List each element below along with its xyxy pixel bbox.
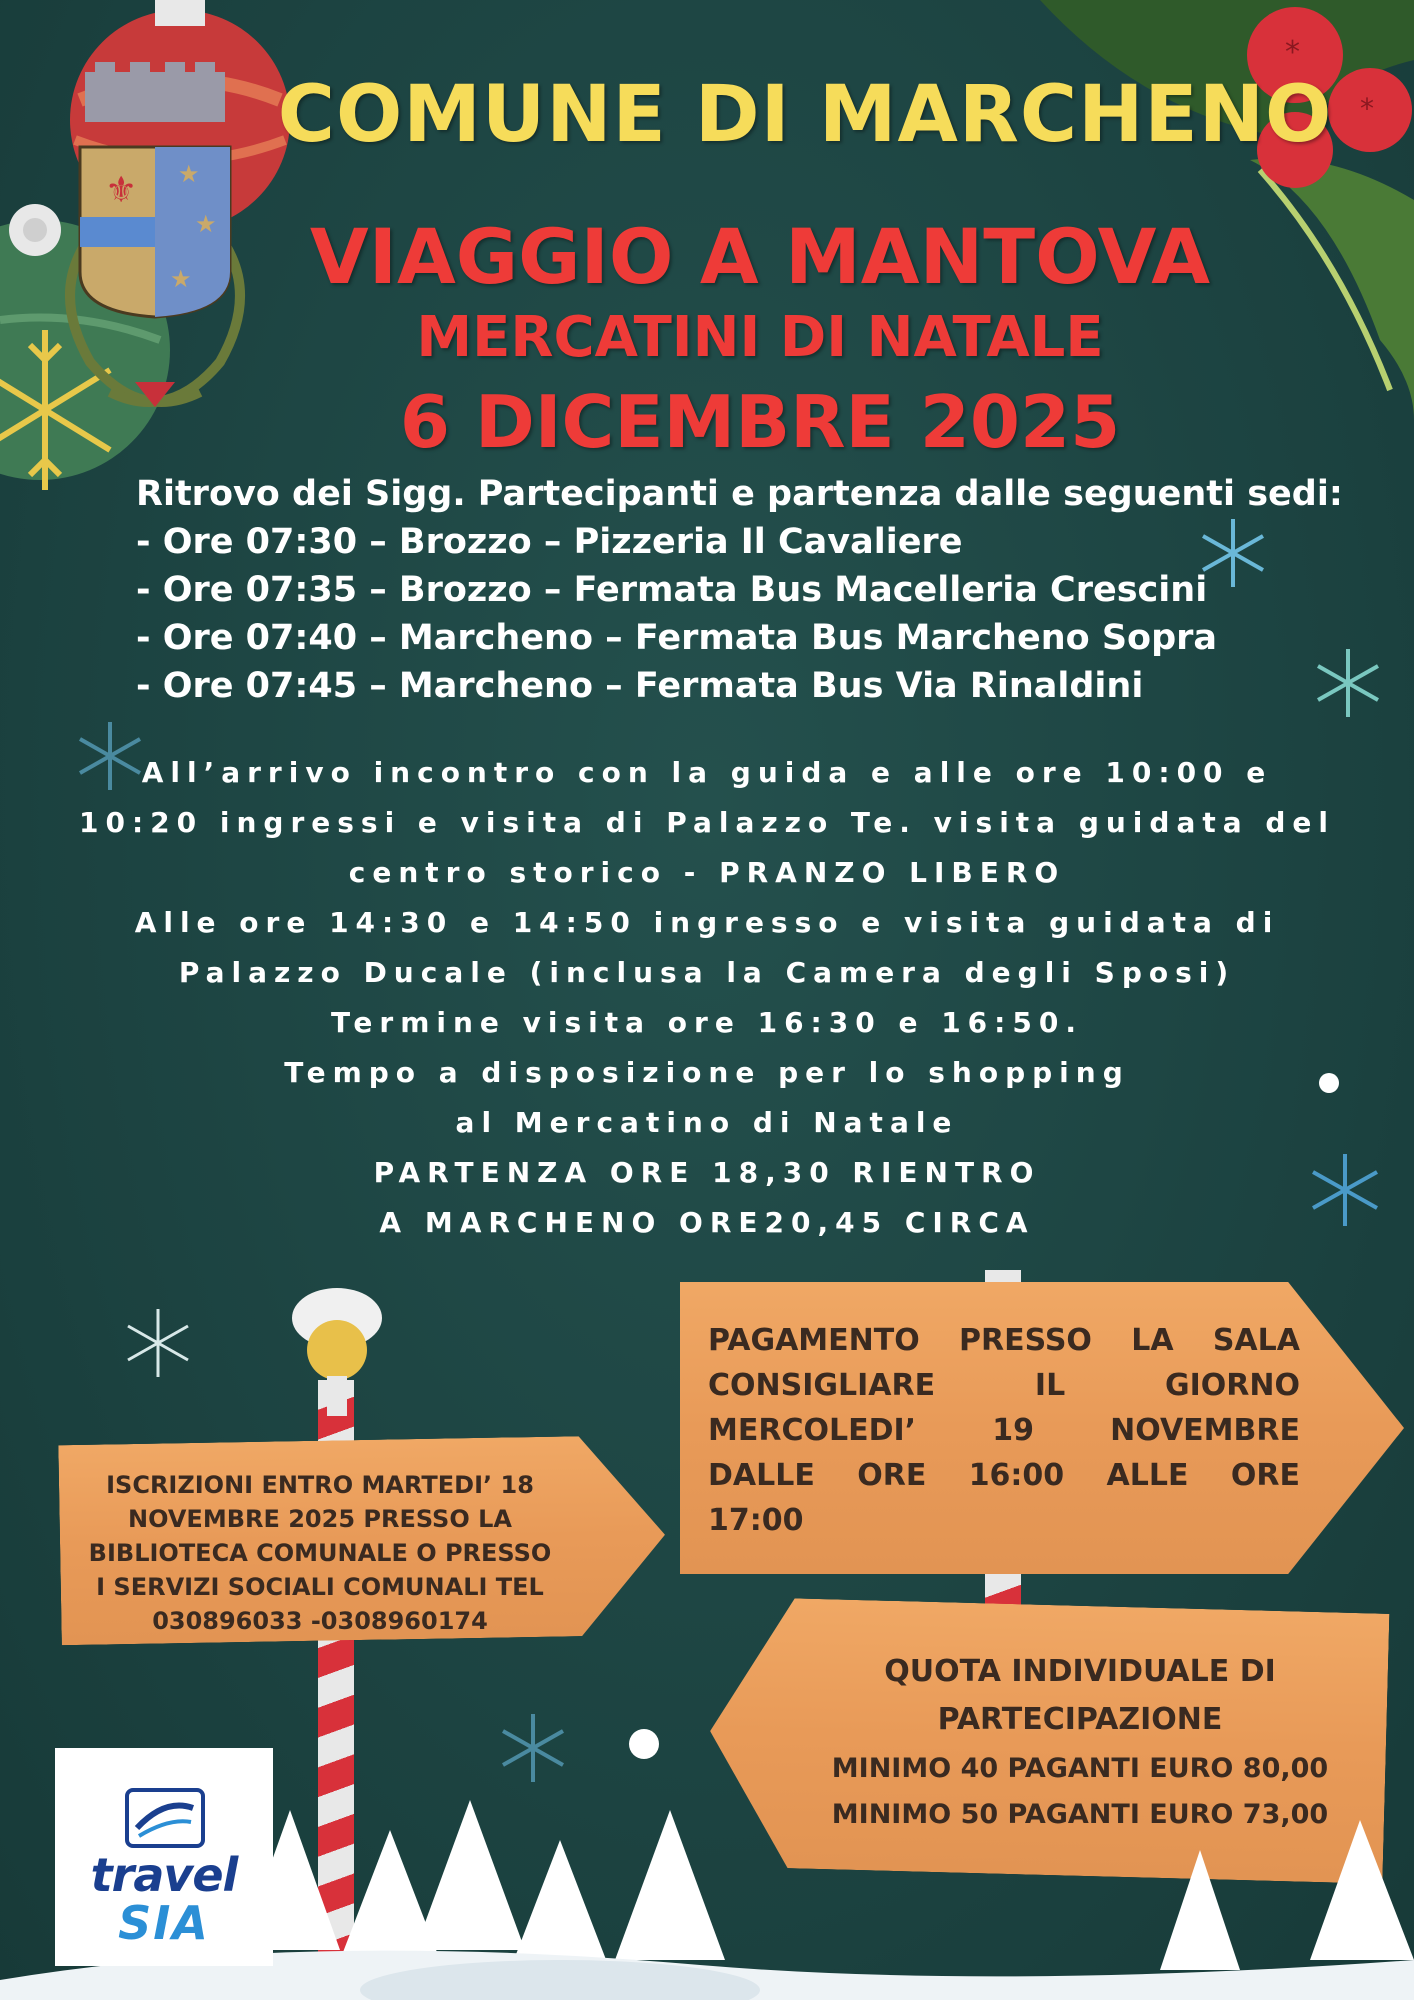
comune-title: COMUNE DI MARCHENO [277,70,1333,160]
pagamento-word: ORE [1230,1458,1300,1493]
svg-text:⚜: ⚜ [105,170,138,211]
program-line: al Mercatino di Natale [455,1106,959,1139]
pagamento-word: GIORNO [1164,1368,1300,1403]
program-line: PARTENZA ORE 18,30 RIENTRO [373,1156,1041,1189]
pagamento-word: SALA [1212,1323,1300,1358]
quota-price: MINIMO 40 PAGANTI EURO 80,00 [831,1753,1329,1784]
pagamento-word: MERCOLEDI’ [708,1413,917,1448]
white-snowflake-icon [120,1305,196,1381]
ornament-cap-icon [150,0,210,30]
travel-sia-logo [55,1748,273,1966]
svg-text:★: ★ [178,160,200,188]
pagamento-word: DALLE [708,1458,815,1493]
pagamento-line [708,1498,1300,1543]
pagamento-word: PRESSO [958,1323,1092,1358]
iscrizioni-line: ISCRIZIONI ENTRO MARTEDI’ 18 [106,1471,534,1499]
logo-sia-text: SIA [118,1896,210,1950]
iscrizioni-line: I SERVIZI SOCIALI COMUNALI TEL [96,1573,544,1601]
iscrizioni-line: BIBLIOTECA COMUNALE O PRESSO [88,1539,552,1567]
pagamento-word: LA [1131,1323,1174,1358]
quota-title: QUOTA INDIVIDUALE DI [884,1654,1276,1689]
snow-dot-icon [628,1728,660,1760]
pagamento-text [708,1318,1300,1543]
svg-text:★: ★ [170,265,192,293]
program-line: Termine visita ore 16:30 e 16:50. [331,1006,1083,1039]
iscrizioni-line: NOVEMBRE 2025 PRESSO LA [128,1505,512,1533]
svg-text:*: * [1285,35,1300,70]
event-date: 6 DICEMBRE 2025 [399,380,1121,464]
iscrizioni-line: 030896033 -0308960174 [152,1607,488,1635]
lamp-icon [282,1280,392,1420]
pagamento-line [708,1318,1300,1363]
logo-travel-text: travel [90,1848,238,1902]
mercatini-subtitle: MERCATINI DI NATALE [416,305,1104,370]
pagamento-line [708,1363,1300,1408]
quota-price: MINIMO 50 PAGANTI EURO 73,00 [831,1799,1329,1830]
viaggio-title: VIAGGIO A MANTOVA [309,212,1211,301]
ritrovo-stop: - Ore 07:35 – Brozzo – Fermata Bus Macelleria Crescini [136,570,1208,610]
program-line: 10:20 ingressi e visita di Palazzo Te. visita guidata del [79,806,1335,839]
pagamento-word: NOVEMBRE [1110,1413,1300,1448]
bottom-snowflake-icon [495,1710,571,1786]
program-line: centro storico - PRANZO LIBERO [348,856,1066,889]
pagamento-line [708,1453,1300,1498]
program-section [20,748,1394,1248]
pagamento-word: ALLE [1106,1458,1189,1493]
program-line: Tempo a disposizione per lo shopping [284,1056,1130,1089]
program-line: All’arrivo incontro con la guida e alle ore 10:00 e [141,756,1273,789]
pagamento-word: IL [1034,1368,1066,1403]
program-line: A MARCHENO ORE20,45 CIRCA [379,1206,1035,1239]
ritrovo-stop: - Ore 07:45 – Marcheno – Fermata Bus Via Rinaldini [136,666,1144,706]
ritrovo-intro: Ritrovo dei Sigg. Partecipanti e partenza dalle seguenti sedi: [136,474,1343,514]
ritrovo-stop: - Ore 07:30 – Brozzo – Pizzeria Il Cavaliere [136,522,963,562]
svg-text:★: ★ [195,210,217,238]
pagamento-word: 16:00 [968,1458,1065,1493]
pagamento-word: 17:00 [708,1503,804,1538]
pagamento-word: CONSIGLIARE [708,1368,936,1403]
pagamento-word: PAGAMENTO [708,1323,920,1358]
pagamento-word: ORE [857,1458,927,1493]
ritrovo-stop: - Ore 07:40 – Marcheno – Fermata Bus Marcheno Sopra [136,618,1218,658]
travel-logo-icon [125,1788,205,1848]
program-line: Palazzo Ducale (inclusa la Camera degli Sposi) [178,956,1236,989]
svg-text:*: * [1360,92,1374,125]
iscrizioni-text [70,1468,570,1638]
ritrovo-section [136,470,1396,710]
pagamento-word: 19 [992,1413,1034,1448]
quota-title: PARTECIPAZIONE [937,1702,1223,1737]
program-line: Alle ore 14:30 e 14:50 ingresso e visita guidata di [134,906,1280,939]
pagamento-line [708,1408,1300,1453]
